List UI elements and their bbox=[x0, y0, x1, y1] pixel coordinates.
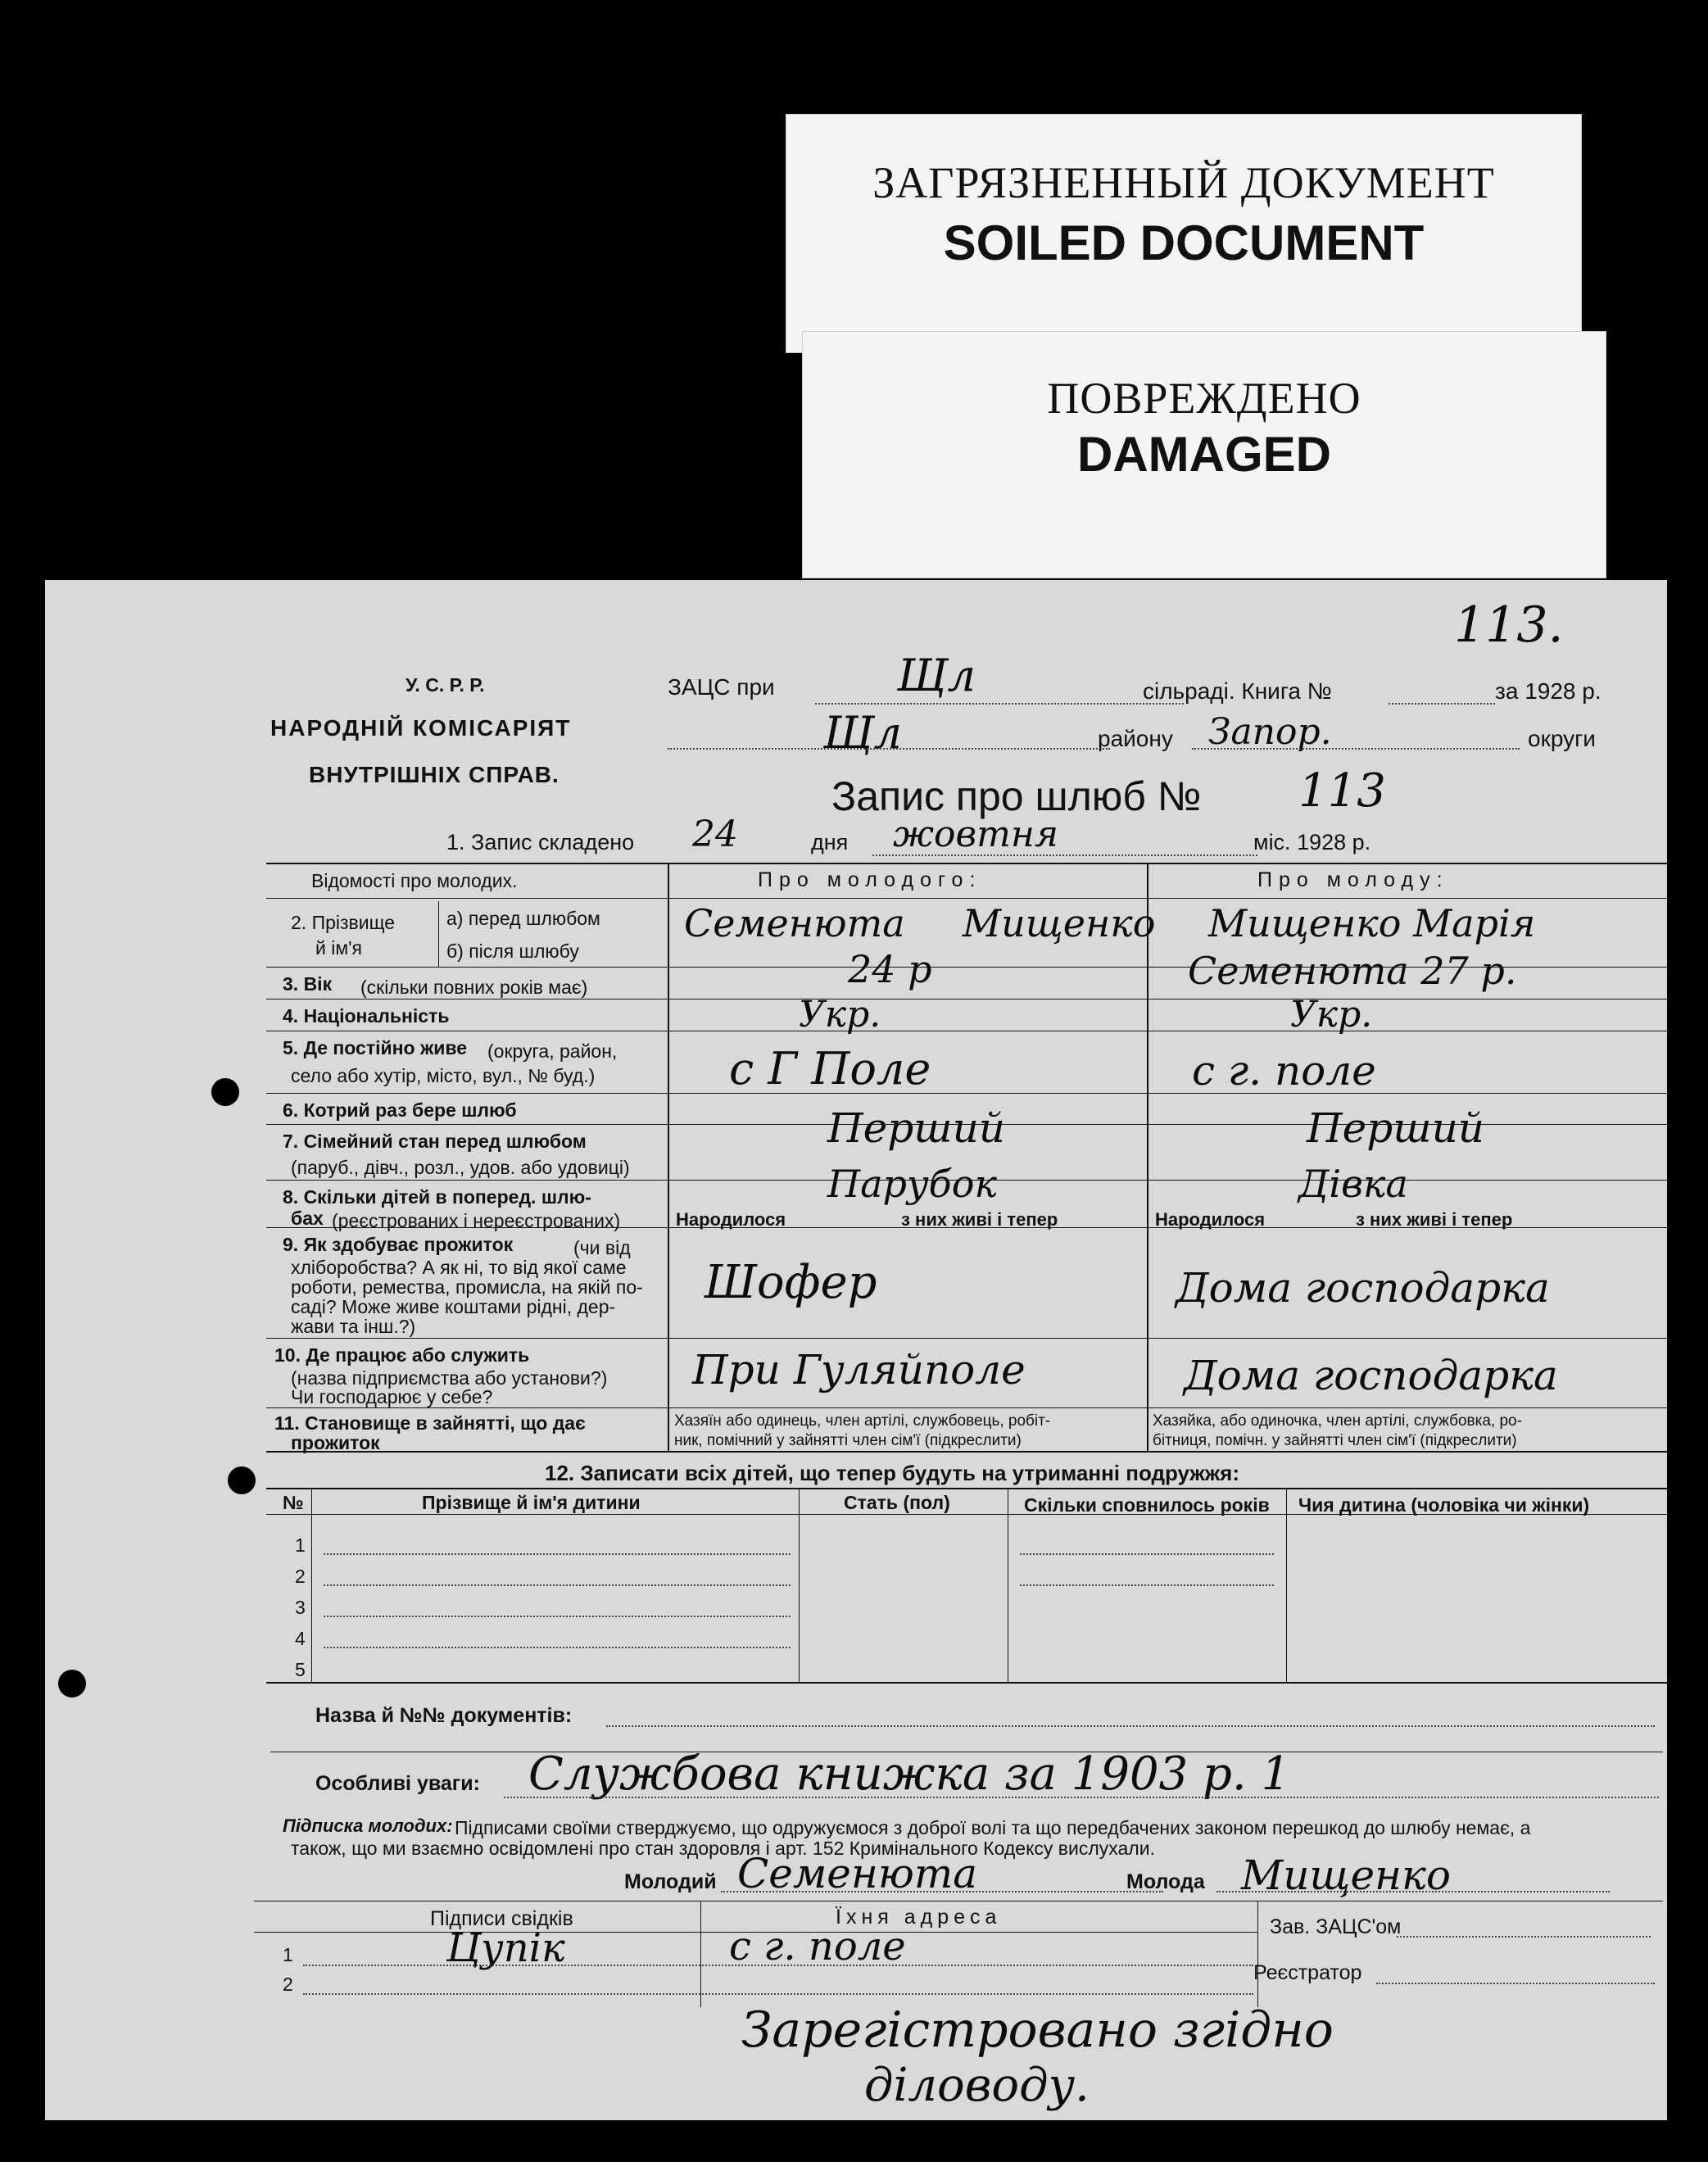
row-nationality-label: 4. Національність bbox=[283, 1005, 450, 1027]
children-col-number: № bbox=[283, 1492, 304, 1513]
column-groom: Про молодого: bbox=[758, 868, 982, 891]
groom-nationality: Укр. bbox=[799, 994, 881, 1036]
row-residence-note: (округа, район, bbox=[487, 1040, 618, 1062]
notes-value: Службова книжка за 1903 р. 1 bbox=[528, 1747, 1291, 1801]
row-marital-status-note: (паруб., дівч., розл., удов. або удовиці) bbox=[291, 1157, 630, 1178]
bride-marital-status: Дівка bbox=[1298, 1162, 1408, 1206]
row-name-label: й ім'я bbox=[315, 937, 363, 959]
head-label: Зав. ЗАЦС'ом bbox=[1270, 1915, 1402, 1938]
year-label: за 1928 р. bbox=[1495, 678, 1602, 704]
marriage-record-sheet bbox=[45, 580, 1667, 2120]
damaged-label-en: DAMAGED bbox=[1077, 427, 1331, 482]
row-income-note-4: саді? Може живе коштами рідні, дер- bbox=[291, 1296, 616, 1317]
witness-row-1: 1 bbox=[283, 1944, 293, 1965]
groom-name-before: Семенюта bbox=[684, 901, 905, 945]
groom-name-after: Мищенко bbox=[963, 901, 1156, 945]
witness-address-label: Їхня адреса bbox=[836, 1906, 1002, 1929]
row-surname-label: 2. Прізвище bbox=[291, 912, 396, 933]
groom-signature: Семенюта bbox=[737, 1850, 978, 1897]
row-marital-status-label: 7. Сімейний стан перед шлюбом bbox=[283, 1131, 587, 1152]
row-workplace-note: (назва підприємства або установи?) bbox=[291, 1367, 608, 1389]
punch-hole bbox=[228, 1466, 256, 1494]
groom-workplace: При Гуляйполе bbox=[692, 1346, 1026, 1394]
row-workplace-label: 10. Де працює або служить bbox=[274, 1344, 530, 1366]
children-col-name: Прізвище й ім'я дитини bbox=[422, 1492, 641, 1513]
damaged-label-ru: ПОВРЕЖДЕНО bbox=[1047, 374, 1361, 423]
bride-alive-label: з них живі і тепер bbox=[1356, 1209, 1513, 1230]
children-col-age: Скільки сповнилось років bbox=[1024, 1494, 1270, 1516]
ussr-heading: У. С. Р. Р. bbox=[405, 674, 485, 696]
witnesses-label: Підписи свідків bbox=[430, 1907, 573, 1930]
groom-status-options-2: ник, помічний у зайнятті член сім'ї (підкреслити) bbox=[674, 1432, 1022, 1449]
groom-alive-label: з них живі і тепер bbox=[901, 1209, 1058, 1230]
row-income-note-5: жави та інш.?) bbox=[291, 1316, 416, 1337]
witness-1-signature: Цупік bbox=[446, 1925, 565, 1971]
groom-residence: с Г Поле bbox=[729, 1043, 931, 1095]
row-income-label: 9. Як здобуває прожиток bbox=[283, 1234, 514, 1255]
row-income-note-3: роботи, ремества, промисла, на якій по- bbox=[291, 1276, 643, 1298]
day-label: дня bbox=[811, 830, 849, 854]
bride-signature-label: Молода bbox=[1126, 1870, 1205, 1893]
page-title: Запис про шлюб № bbox=[831, 773, 1202, 819]
soiled-document-card bbox=[786, 115, 1581, 352]
raionu-label: району bbox=[1098, 726, 1173, 751]
okrugy-label: округи bbox=[1528, 726, 1596, 751]
soiled-label-ru: ЗАГРЯЗНЕННЫЙ ДОКУМЕНТ bbox=[872, 158, 1495, 207]
row-after-marriage: б) після шлюбу bbox=[446, 940, 579, 962]
bride-name-after: Семенюта 27 р. bbox=[1188, 949, 1517, 993]
column-info: Відомості про молодих. bbox=[311, 870, 518, 891]
groom-status-options: Хазяїн або одинець, член артілі, службовець, робіт- bbox=[674, 1412, 1051, 1430]
bride-residence: с г. поле bbox=[1192, 1047, 1376, 1095]
okruha-value: Запор. bbox=[1208, 711, 1332, 753]
witness-row-2: 2 bbox=[283, 1974, 293, 1995]
child-row-1: 1 bbox=[295, 1534, 306, 1556]
row-occupation-status-label: 11. Становище в зайнятті, що дає bbox=[274, 1412, 586, 1434]
child-row-2: 2 bbox=[295, 1566, 306, 1587]
bride-workplace: Дома господарка bbox=[1184, 1352, 1558, 1399]
row-income-note-2: хліборобства? А як ні, то від якої саме bbox=[291, 1257, 627, 1278]
record-month: жовтня bbox=[893, 814, 1058, 855]
children-col-sex: Стать (пол) bbox=[844, 1492, 950, 1513]
zats-label: ЗАЦС при bbox=[668, 674, 775, 700]
groom-age: 24 р bbox=[848, 947, 932, 991]
row-children-label: 8. Скільки дітей в поперед. шлю- bbox=[283, 1186, 591, 1208]
registrar-label: Реєстратор bbox=[1253, 1961, 1362, 1984]
punch-hole bbox=[211, 1078, 239, 1106]
damaged-document-card bbox=[803, 332, 1606, 578]
record-number: 113 bbox=[1298, 764, 1386, 818]
documents-label: Назва й №№ документів: bbox=[315, 1704, 573, 1727]
commissariat-heading: НАРОДНІЙ КОМІСАРІЯТ bbox=[270, 715, 572, 741]
bride-status-options-2: бітниця, помічн. у зайнятті член сім'ї (підкреслити) bbox=[1153, 1432, 1517, 1449]
page-number: 113. bbox=[1454, 596, 1564, 654]
groom-marriage-number: Перший bbox=[827, 1104, 1005, 1152]
declaration-text-2: також, що ми взаємно освідомлені про стан здоровля і арт. 152 Кримінального Кодексу вислухали. bbox=[291, 1838, 1155, 1859]
bride-status-options: Хазяйка, або одиночка, член артілі, службовка, ро- bbox=[1153, 1412, 1522, 1430]
declaration-title: Підписка молодих: bbox=[283, 1815, 453, 1836]
soiled-label-en: SOILED DOCUMENT bbox=[943, 215, 1425, 270]
record-made-label: 1. Запис складено bbox=[446, 830, 635, 854]
groom-born-label: Народилося bbox=[676, 1209, 786, 1230]
row-before-marriage: а) перед шлюбом bbox=[446, 908, 600, 929]
row-children-label-2: бах bbox=[291, 1208, 324, 1229]
registration-note-1: Зарегістровано згідно bbox=[741, 2001, 1334, 2059]
child-row-3: 3 bbox=[295, 1597, 306, 1618]
child-row-5: 5 bbox=[295, 1659, 306, 1680]
month-year-label: міс. 1928 р. bbox=[1253, 830, 1371, 854]
declaration-text-1: Підписами своїми стверджуємо, що одружуємося з доброї волі та що передбачених законом перешкод до шлюбу немає, а bbox=[455, 1817, 1531, 1838]
row-income-note: (чи від bbox=[573, 1237, 631, 1258]
row-children-note: (реєстрованих і нереєстрованих) bbox=[332, 1210, 621, 1231]
child-row-4: 4 bbox=[295, 1628, 306, 1649]
commissariat-heading-2: ВНУТРІШНІХ СПРАВ. bbox=[309, 762, 560, 787]
children-col-whose: Чия дитина (чоловіка чи жінки) bbox=[1298, 1494, 1590, 1516]
groom-signature-label: Молодий bbox=[624, 1870, 717, 1893]
bride-born-label: Народилося bbox=[1155, 1209, 1266, 1230]
row-residence-note-2: село або хутір, місто, вул., № буд.) bbox=[291, 1065, 596, 1086]
row-age-note: (скільки повних років має) bbox=[360, 977, 588, 998]
punch-hole bbox=[58, 1670, 86, 1697]
zats-value: Щл bbox=[897, 650, 976, 701]
registration-note-2: діловоду. bbox=[864, 2059, 1090, 2112]
witness-1-address: с г. поле bbox=[729, 1924, 906, 1969]
bride-nationality: Укр. bbox=[1290, 994, 1373, 1036]
row-residence-label: 5. Де постійно живе bbox=[283, 1037, 468, 1058]
row-marriage-number-label: 6. Котрий раз бере шлюб bbox=[283, 1099, 517, 1121]
bride-signature: Мищенко bbox=[1241, 1852, 1451, 1899]
groom-marital-status: Парубок bbox=[827, 1162, 997, 1206]
column-bride: Про молоду: bbox=[1257, 868, 1449, 891]
district-value: Щл bbox=[823, 707, 903, 759]
row-age-label: 3. Вік bbox=[283, 973, 333, 995]
children-section-title: 12. Записати всіх дітей, що тепер будуть на утриманні подружжя: bbox=[545, 1461, 1239, 1485]
groom-occupation: Шофер bbox=[704, 1256, 877, 1309]
notes-label: Особливі уваги: bbox=[315, 1772, 480, 1795]
bride-occupation: Дома господарка bbox=[1176, 1264, 1550, 1312]
book-label: сільраді. Книга № bbox=[1143, 678, 1332, 704]
row-occupation-status-label-2: прожиток bbox=[291, 1432, 380, 1453]
row-own-farm-label: Чи господарює у себе? bbox=[291, 1386, 493, 1407]
bride-marriage-number: Перший bbox=[1307, 1104, 1484, 1152]
record-day: 24 bbox=[692, 814, 738, 855]
bride-name-before: Мищенко Марія bbox=[1208, 901, 1536, 945]
